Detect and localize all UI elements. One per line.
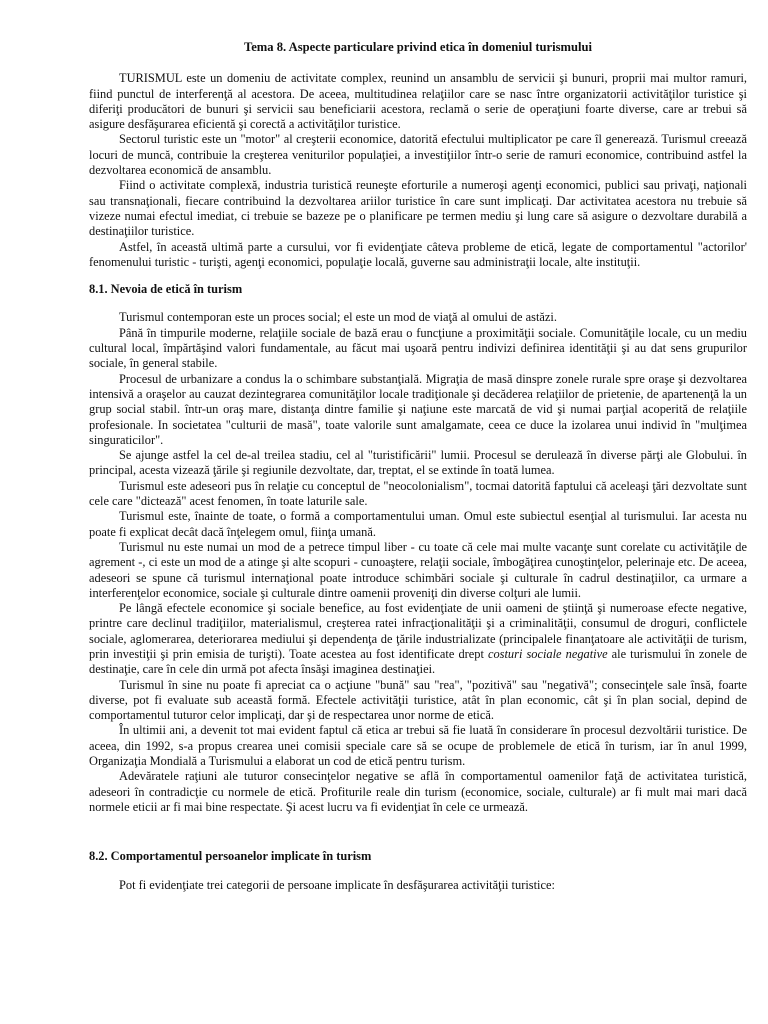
- p8-italic-term: costuri sociale negative: [487, 646, 608, 661]
- intro-paragraph-3: Fiind o activitate complexă, industria turistică reuneşte eforturile a numeroşi agenţi economici, publici sau privaţi, naţionali sau transnaţionali, fiecare contribuind la dezvoltarea ariilor turistice în care sunt implicaţi. Dar activitatea acestora nu trebuie să vizeze numai efectul imediat, ci trebuie se bazeze pe o planificare pe termen mediu şi lung care să asigure o dezvoltare durabilă a destinaţiilor turistice.: [89, 178, 747, 239]
- intro-paragraph-2: Sectorul turistic este un "motor" al creşterii economice, datorită efectului multiplicator pe care îl generează. Turismul creează locuri de muncă, contribuie la creşterea veniturilor populaţiei, a investiţiilor într-o serie de ramuri economice, contribuind astfel la dezvoltarea economică de ansamblu.: [89, 132, 747, 178]
- p8-text-after: ale turismului în zonele de destinaţie, care în cele din urmă pot afecta însăşi imaginea destinaţiei.: [89, 646, 747, 677]
- section-1-paragraph-2: Până în timpurile moderne, relaţiile sociale de bază erau o funcţiune a proximităţii sociale. Comunităţile locale, cu un mediu cultural local, împărtăşind valori fundamentale, au făcut mai uşoară pentru indivizi definirea identităţii şi au dat sens grupurilor sociale, în general stabile.: [89, 325, 747, 371]
- intro-paragraph-1: TURISMUL este un domeniu de activitate complex, reunind un ansamblu de servicii şi bunuri, proprii mai multor ramuri, fiind punctul de interferenţă al acestora. De aceea, multitudinea relaţiilor care se nasc între organizatorii activităţilor turistice şi diferiţi producători de bunuri şi servicii sau beneficiarii acestora, reclamă o serie de operaţiuni foarte diverse, care ar trebui să asigure desfăşurarea eficientă şi corectă a activităţilor turistice.: [89, 71, 747, 132]
- document-title: Tema 8. Aspecte particulare privind etica în domeniul turismului: [243, 40, 593, 54]
- p8-text-before: Pe lângă efectele economice şi sociale benefice, au fost evidenţiate de unii oameni de ştiinţă şi numeroase efecte negative, printre care declinul tradiţiilor, materialismul, creşterea ratei infracţionalităţii şi a criminalităţii, consumul de droguri, conflictele sociale, aglomerarea, deteriorarea mediului şi dependenţa de ţările industrializate (principalele finanţatoare ale activităţii de turism, prin investiţii şi prin emisia de turişti). Toate acestea au fost identificate drept: [89, 601, 747, 661]
- intro-paragraph-4: Astfel, în această ultimă parte a cursului, vor fi evidenţiate câteva probleme de etică, legate de comportamentul "actorilor' fenomenului turistic - turişti, agenţi economici, populaţie locală, guverne sau administraţii locale, alte instituţii.: [89, 239, 747, 269]
- section-1-paragraph-11: Adevăratele raţiuni ale tuturor consecinţelor negative se află în comportamentul oamenilor faţă de activitatea turistică, adeseori în contradicţie cu normele de etică. Profiturile reale din turism (economice, sociale, culturale) ar fi mult mai mari dacă normele eticii ar fi mai bine respectate. Şi acest lucru va fi evidenţiat în cele ce urmează.: [89, 769, 747, 814]
- section-2-heading: 8.2. Comportamentul persoanelor implicate în turism: [89, 849, 372, 864]
- section-1-paragraph-6: Turismul este, înainte de toate, o formă a comportamentului uman. Omul este subiectul esenţial al turismului. Iar acesta nu poate fi explicat decât dacă înţelegem omul, fiinţa umană.: [89, 509, 747, 539]
- section-1-heading: 8.1. Nevoia de etică în turism: [89, 282, 243, 297]
- section-1-paragraph-1: Turismul contemporan este un proces social; el este un mod de viaţă al omului de astăzi.: [119, 310, 557, 325]
- document-page: [89, 40, 747, 893]
- section-2-paragraph-1: Pot fi evidenţiate trei categorii de persoane implicate în desfăşurarea activităţii turistice:: [119, 877, 555, 892]
- section-1-paragraph-4: Se ajunge astfel la cel de-al treilea stadiu, cel al "turistificării" lumii. Procesul se derulează în diverse părţi ale Globului. în principal, acesta vizează ţările şi regiunile dezvoltate, dar, treptat, el se extinde în toată lumea.: [89, 448, 747, 478]
- section-1-paragraph-8: [89, 601, 747, 677]
- section-1-paragraph-7: Turismul nu este numai un mod de a petrece timpul liber - cu toate că cele mai multe vacanţe sunt corelate cu activităţile de agrement -, ci este un mod de a atinge şi alte scopuri - cunoaştere, relaţii sociale, îmbogăţirea cunoştinţelor, pelerinaje etc. De aceea, adeseori se spune că turismul internaţional poate introduce schimbări sociale şi culturale în cadrul destinaţiilor, ca urmare a interferenţelor economice, sociale şi culturale dintre oamenii proveniţi din diverse colţuri ale lumii.: [89, 539, 747, 600]
- section-1-paragraph-3: Procesul de urbanizare a condus la o schimbare substanţială. Migraţia de masă dinspre zonele rurale spre oraşe şi dezvoltarea intensivă a oraşelor au cauzat dezintegrarea comunităţilor locale tradiţionale şi decăderea relaţiilor de prietenie, de apartenenţă la un grup social stabil. într-un oraş mare, distanţa dintre familie şi naţiune este marcată de vid şi numai parţial acoperită de relaţiile profesionale. In societatea "culturii de masă", toate valorile sunt amalgamate, ceea ce duce la izolarea unui individ în "mulţimea singuraticilor".: [89, 371, 747, 447]
- section-1-paragraph-10: În ultimii ani, a devenit tot mai evident faptul că etica ar trebui să fie luată în considerare în procesul dezvoltării turistice. De aceea, din 1992, s-a propus crearea unei comisii speciale care să se ocupe de problemele de etică în turism, iar în anul 1999, Organizaţia Mondială a Turismului a elaborat un cod de etică pentru turism.: [89, 723, 747, 769]
- section-1-paragraph-9: Turismul în sine nu poate fi apreciat ca o acţiune "bună" sau "rea", "pozitivă" sau "negativă"; consecinţele sale însă, foarte diverse, pot fi evaluate sub această formă. Efectele activităţii turistice, atât în plan economic, cât şi în plan social, depind de comportamentul tuturor celor implicaţi, dar şi de respectarea unor norme de etică.: [89, 677, 747, 723]
- section-1-paragraph-5: Turismul este adeseori pus în relaţie cu conceptul de "neocolonialism", tocmai datorită faptului că aceleaşi ţări dezvoltate sunt cele care "dictează" acest fenomen, în toate laturile sale.: [89, 478, 747, 509]
